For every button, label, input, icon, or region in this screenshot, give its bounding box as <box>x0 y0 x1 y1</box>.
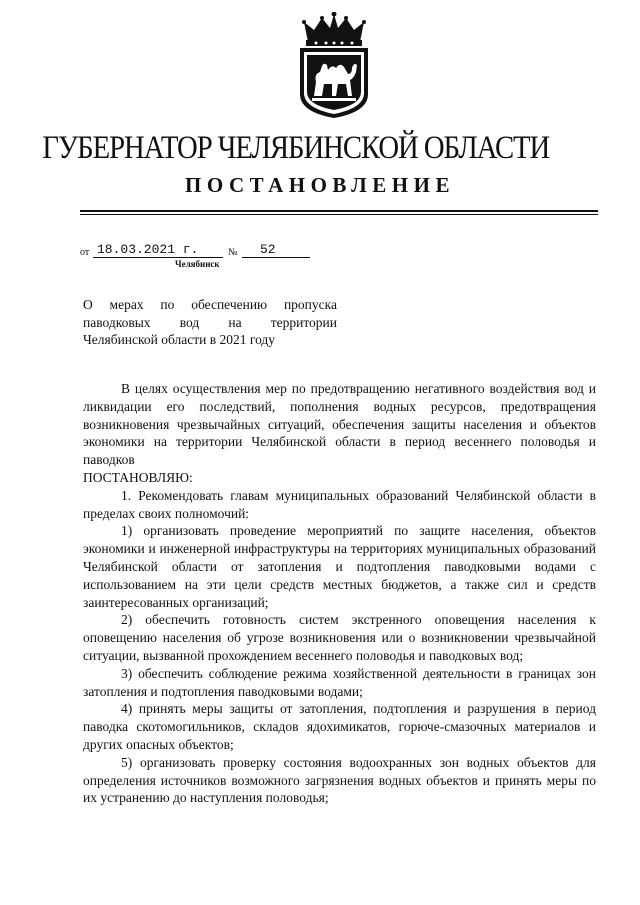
date-underline <box>93 257 223 258</box>
subitem-5: 5) организовать проверку состояния водоохранных зон водных объектов для определения источников возможного загрязнения водных объектов и принять меры по их устранению до наступления половодья; <box>83 754 596 806</box>
number-underline <box>242 257 310 258</box>
subject-line: О мерах по обеспечению пропуска <box>83 297 337 312</box>
subitem-3: 3) обеспечить соблюдение режима хозяйственной деятельности в границах зон затопления и подтопления паводковыми водами; <box>83 665 596 699</box>
date-number-line <box>80 240 320 260</box>
header-rule-thin <box>80 214 598 215</box>
city-name: Челябинск <box>175 259 220 269</box>
subitem-4: 4) принять меры защиты от затопления, подтопления и разрушения в период паводка скотомогильников, складов ядохимикатов, горюче-смазочных материалов и других опасных объектов; <box>83 701 596 752</box>
intro-paragraph: В целях осуществления мер по предотвращению негативного воздействия вод и ликвидации его последствий, пополнения водных ресурсов, предотвращения возникновения чрезвычайных ситуаций, обеспечения защиты населения и объектов экономики на территории Челябинской области в период весеннего половодья и паводков <box>83 381 596 468</box>
subitem-2: 2) обеспечить готовность систем экстренного оповещения населения к оповещению населения об угрозе возникновения или о возникновении чрезвычайной ситуации, вызванной прохождением весеннего половодья и паводковых вод; <box>83 612 596 663</box>
document-body <box>83 380 596 807</box>
subject-line: паводковых вод на территории <box>83 314 337 330</box>
header-rule-thick <box>80 210 598 212</box>
coat-of-arms-icon <box>294 12 374 120</box>
item-1: 1. Рекомендовать главам муниципальных образований Челябинской области в пределах своих полномочий: <box>83 487 596 521</box>
subitem-1: 1) организовать проведение мероприятий по защите населения, объектов экономики и инженерной инфраструктуры на территориях муниципальных образований Челябинской области от затопления и подтопления паводковыми водами с использованием на эти цели средств местных бюджетов, а также сил и средств заинтересованных организаций; <box>83 523 596 610</box>
decree-word: ПОСТАНОВЛЯЮ: <box>83 469 193 485</box>
governor-title: ГУБЕРНАТОР ЧЕЛЯБИНСКОЙ ОБЛАСТИ <box>42 130 550 166</box>
subject-line: Челябинской области в 2021 году <box>83 332 276 347</box>
document-date: 18.03.2021 г. <box>97 242 199 257</box>
date-prefix: от <box>80 247 90 258</box>
document-number: 52 <box>260 242 276 257</box>
number-label: № <box>228 247 238 258</box>
document-subject <box>83 296 337 349</box>
document-type-heading: ПОСТАНОВЛЕНИЕ <box>185 173 455 197</box>
